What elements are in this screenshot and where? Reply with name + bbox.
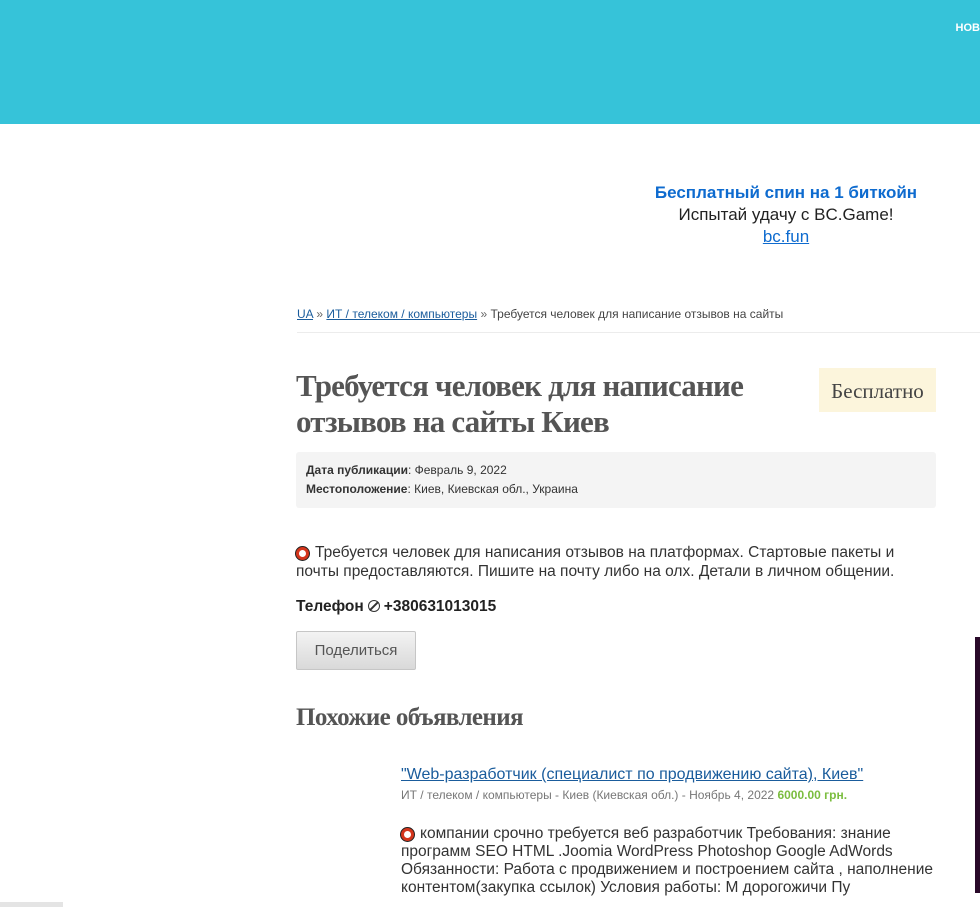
- phone-line: [296, 598, 496, 616]
- site-header: [0, 0, 980, 124]
- similar-listing-meta: [401, 788, 847, 802]
- similar-listing-description: [401, 825, 941, 897]
- breadcrumb-separator: »: [316, 307, 324, 321]
- phone-icon: [368, 600, 380, 612]
- similar-heading: Похожие объявления: [296, 704, 523, 731]
- breadcrumb-separator: »: [480, 307, 488, 321]
- promo-link[interactable]: bc.fun: [762, 227, 810, 246]
- breadcrumb-link-ua[interactable]: UA: [297, 307, 314, 321]
- bottom-bar: [0, 902, 63, 907]
- red-circle-icon: [401, 828, 414, 841]
- phone-label: Телефон: [296, 598, 364, 615]
- location-label: Местоположение: [306, 482, 408, 496]
- publish-date-label: Дата публикации: [306, 463, 408, 477]
- ad-description-text: Требуется человек для написания отзывов на платформах. Стартовые пакеты и почты предоставляются. Пишите на почту либо на олх. Детали в личном общении.: [296, 544, 895, 580]
- red-circle-icon: [296, 547, 309, 560]
- promo-subtitle: Испытай удачу с BC.Game!: [678, 205, 894, 224]
- price-badge: Бесплатно: [819, 368, 936, 412]
- promo-banner[interactable]: [600, 182, 972, 248]
- phone-number[interactable]: +380631013015: [383, 598, 497, 615]
- location: Местоположение: Киев, Киевская обл., Украина: [306, 482, 578, 496]
- promo-title[interactable]: Бесплатный спин на 1 биткойн: [654, 183, 918, 202]
- side-panel-edge: [975, 637, 980, 893]
- breadcrumb: [297, 307, 783, 321]
- publish-date: Дата публикации: Февраль 9, 2022: [306, 463, 507, 477]
- breadcrumb-link-category[interactable]: ИТ / телеком / компьютеры: [326, 307, 478, 321]
- location-value: Киев, Киевская обл., Украина: [414, 482, 578, 496]
- similar-listing-price: 6000.00 грн.: [777, 788, 848, 802]
- header-nav-link[interactable]: НОВ: [955, 22, 980, 34]
- similar-listing-title[interactable]: "Web-разработчик (специалист по продвижению сайта), Киев": [401, 766, 864, 783]
- ad-description: [296, 543, 936, 581]
- similar-listing-meta-text: ИТ / телеком / компьютеры - Киев (Киевская обл.) - Ноябрь 4, 2022: [401, 788, 775, 802]
- divider: [297, 332, 980, 333]
- publish-date-value: Февраль 9, 2022: [414, 463, 507, 477]
- share-button[interactable]: Поделиться: [296, 631, 416, 670]
- breadcrumb-current: Требуется человек для написание отзывов на сайты: [490, 307, 784, 321]
- ad-meta-box: [296, 452, 936, 508]
- similar-listing-description-text: компании срочно требуется веб разработчик Требования: знание программ SEO HTML .Joomia WordPress Photoshop Google AdWords Обязанности: Работа с продвижением и построением сайта , наполнение контентом(закупка ссылок) Условия работы: М дорогожичи Пу: [401, 825, 934, 896]
- page-title: Требуется человек для написание отзывов на сайты Киев: [296, 368, 744, 439]
